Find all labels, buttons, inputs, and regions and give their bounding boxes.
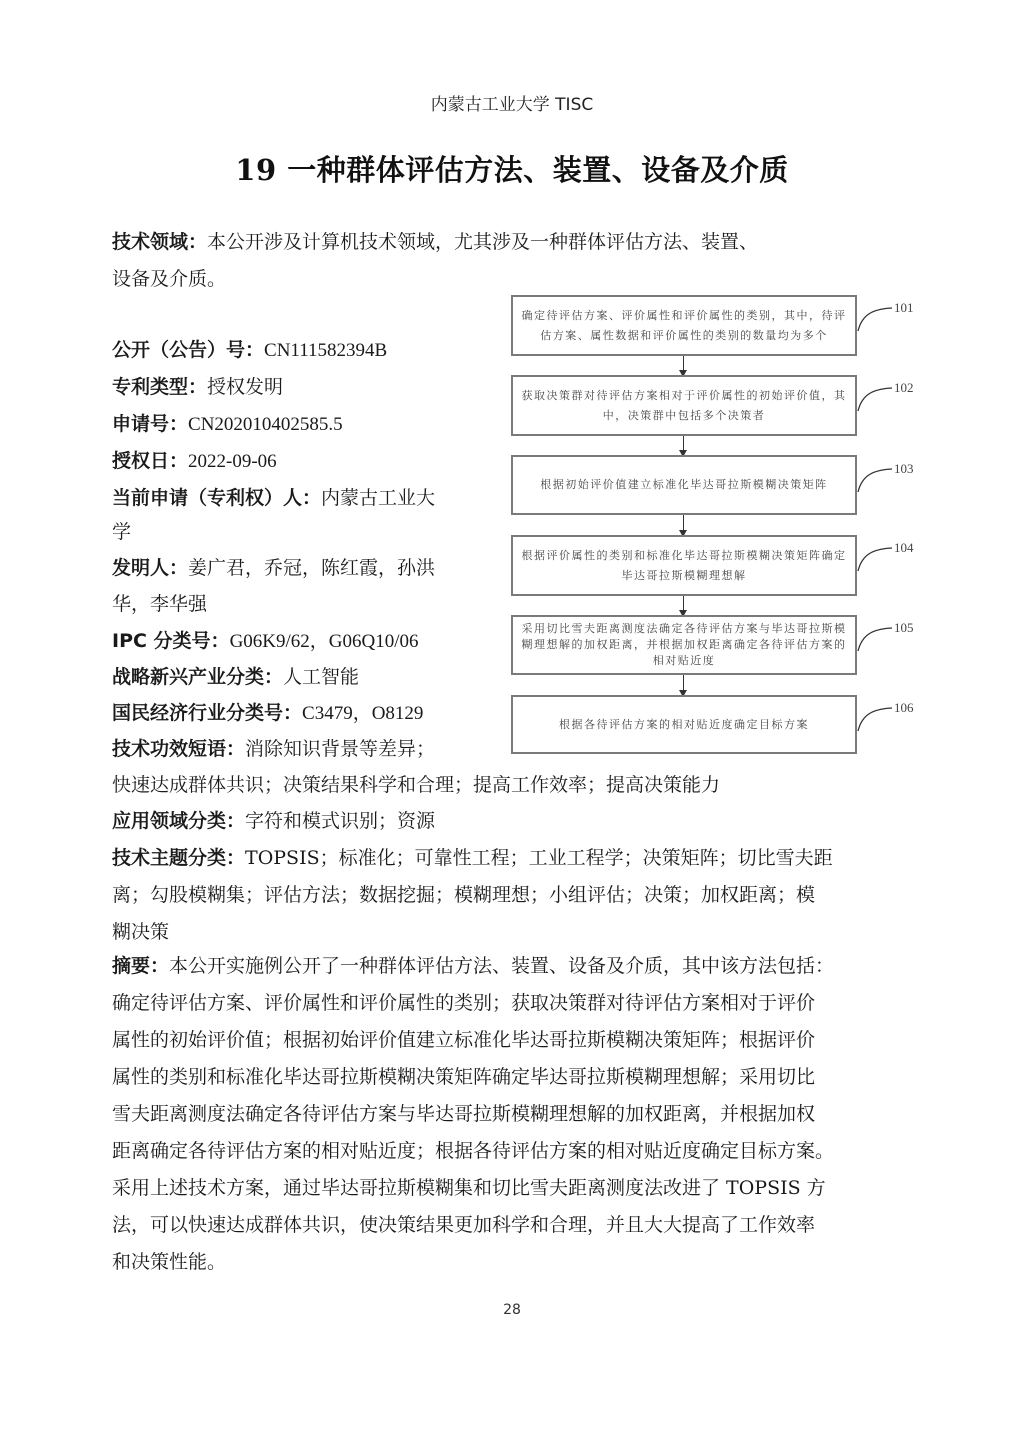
tech-field [112, 224, 758, 298]
field-label: 授权日： [112, 450, 189, 472]
flow-step-105: 采用切比雪夫距离测度法确定各待评估方案与毕达哥拉斯模糊理想解的加权距离，并根据加权距离确定各待评估方案的相对贴近度 [511, 615, 857, 675]
field-label: 公开（公告）号： [112, 339, 265, 361]
leader-line-103 [856, 464, 896, 494]
step-number-102: 102 [894, 380, 914, 395]
field-grant-date [112, 443, 277, 480]
page-title: 19 一种群体评估方法、装置、设备及介质 [235, 153, 789, 187]
page-header: 内蒙古工业大学 TISC [430, 95, 594, 115]
field-inventors-cont [112, 586, 207, 623]
tech-topics [112, 840, 833, 951]
abstract-line: 法，可以快速达成群体共识，使决策结果更加科学和合理，并且大大提高了工作效率 [112, 1214, 816, 1236]
field-value: 姜广君，乔冠，陈红霞，孙洪 [188, 557, 436, 579]
field-value: CN202010402585.5 [188, 414, 343, 435]
field-value: 快速达成群体共识；决策结果科学和合理；提高工作效率；提高决策能力 [112, 774, 721, 796]
abstract-line: 采用上述技术方案，通过毕达哥拉斯模糊集和切比雪夫距离测度法改进了 TOPSIS 方 [112, 1177, 826, 1199]
field-application-domain [112, 803, 435, 840]
field-value: 2022-09-06 [188, 451, 277, 472]
field-strategic-industry [112, 659, 359, 696]
flow-step-104: 根据评价属性的类别和标准化毕达哥拉斯模糊决策矩阵确定毕达哥拉斯模糊理想解 [511, 535, 857, 596]
field-label: 战略新兴产业分类： [112, 666, 284, 688]
field-label: 发明人： [112, 557, 189, 579]
flow-arrow [683, 675, 684, 695]
field-label: 国民经济行业分类号： [112, 702, 303, 724]
abstract-line: 距离确定各待评估方案的相对贴近度；根据各待评估方案的相对贴近度确定目标方案。 [112, 1140, 835, 1162]
field-effect-phrases [112, 731, 435, 768]
flow-step-103: 根据初始评价值建立标准化毕达哥拉斯模糊决策矩阵 [511, 455, 857, 515]
flow-step-102: 获取决策群对待评估方案相对于评价属性的初始评价值，其中，决策群中包括多个决策者 [511, 375, 857, 436]
leader-line-101 [856, 303, 896, 333]
tech-field-line2: 设备及介质。 [112, 268, 227, 290]
flow-step-106: 根据各待评估方案的相对贴近度确定目标方案 [511, 695, 857, 754]
step-number-106: 106 [894, 700, 914, 715]
field-value: 内蒙古工业大 [321, 487, 436, 509]
flow-arrow [683, 596, 684, 615]
field-industry-code [112, 695, 423, 732]
abstract-line: 属性的初始评价值；根据初始评价值建立标准化毕达哥拉斯模糊决策矩阵；根据评价 [112, 1029, 816, 1051]
leader-line-106 [856, 703, 896, 733]
field-value: CN111582394B [264, 340, 388, 361]
abstract-line: 属性的类别和标准化毕达哥拉斯模糊决策矩阵确定毕达哥拉斯模糊理想解；采用切比 [112, 1066, 816, 1088]
field-label: 申请号： [112, 413, 189, 435]
tech-topics-label: 技术主题分类： [112, 847, 246, 869]
field-value: 学 [112, 521, 132, 543]
field-effect-phrases-cont [112, 767, 720, 804]
field-inventors [112, 550, 435, 587]
flow-arrow [683, 515, 684, 535]
flow-arrow [683, 356, 684, 375]
flow-step-101: 确定待评估方案、评价属性和评价属性的类别，其中，待评估方案、属性数据和评价属性的类别的数量均为多个 [511, 295, 857, 356]
field-value: 消除知识背景等差异； [245, 738, 436, 760]
abstract-label: 摘要： [112, 955, 170, 977]
abstract-line: 本公开实施例公开了一种群体评估方法、装置、设备及介质，其中该方法包括： [169, 955, 835, 977]
field-value: 华，李华强 [112, 593, 208, 615]
field-value: 人工智能 [283, 666, 360, 688]
step-number-104: 104 [894, 540, 914, 555]
abstract [112, 948, 834, 1281]
field-ipc [112, 623, 419, 660]
step-number-103: 103 [894, 461, 914, 476]
field-label: 专利类型： [112, 376, 208, 398]
field-applicant [112, 480, 435, 517]
abstract-line: 雪夫距离测度法确定各待评估方案与毕达哥拉斯模糊理想解的加权距离，并根据加权 [112, 1103, 816, 1125]
tech-field-line1: 本公开涉及计算机技术领域，尤其涉及一种群体评估方法、装置、 [207, 231, 759, 253]
field-label: 当前申请（专利权）人： [112, 487, 322, 509]
field-applicant-cont [112, 514, 131, 551]
field-patent-type [112, 369, 283, 406]
leader-line-105 [856, 623, 896, 653]
field-label: IPC 分类号： [112, 630, 230, 652]
tech-topics-line2: 离；勾股模糊集；评估方法；数据挖掘；模糊理想；小组评估；决策；加权距离；模 [112, 884, 816, 906]
field-label: 应用领域分类： [112, 810, 246, 832]
flow-arrow [683, 436, 684, 455]
field-value: 授权发明 [207, 376, 284, 398]
step-number-105: 105 [894, 620, 914, 635]
abstract-line: 确定待评估方案、评价属性和评价属性的类别；获取决策群对待评估方案相对于评价 [112, 992, 816, 1014]
field-value: C3479，O8129 [302, 703, 424, 724]
leader-line-102 [856, 383, 896, 413]
tech-field-label: 技术领域： [112, 231, 208, 253]
field-value: G06K9/62，G06Q10/06 [229, 631, 419, 652]
step-number-101: 101 [894, 300, 914, 315]
field-label: 技术功效短语： [112, 738, 246, 760]
field-application-number [112, 406, 343, 443]
field-publication-number [112, 332, 387, 369]
abstract-line: 和决策性能。 [112, 1251, 227, 1273]
tech-topics-line1: TOPSIS；标准化；可靠性工程；工业工程学；决策矩阵；切比雪夫距 [245, 847, 833, 869]
field-value: 字符和模式识别；资源 [245, 810, 436, 832]
page-number: 28 [503, 1302, 521, 1318]
tech-topics-line3: 糊决策 [112, 921, 170, 943]
leader-line-104 [856, 543, 896, 573]
